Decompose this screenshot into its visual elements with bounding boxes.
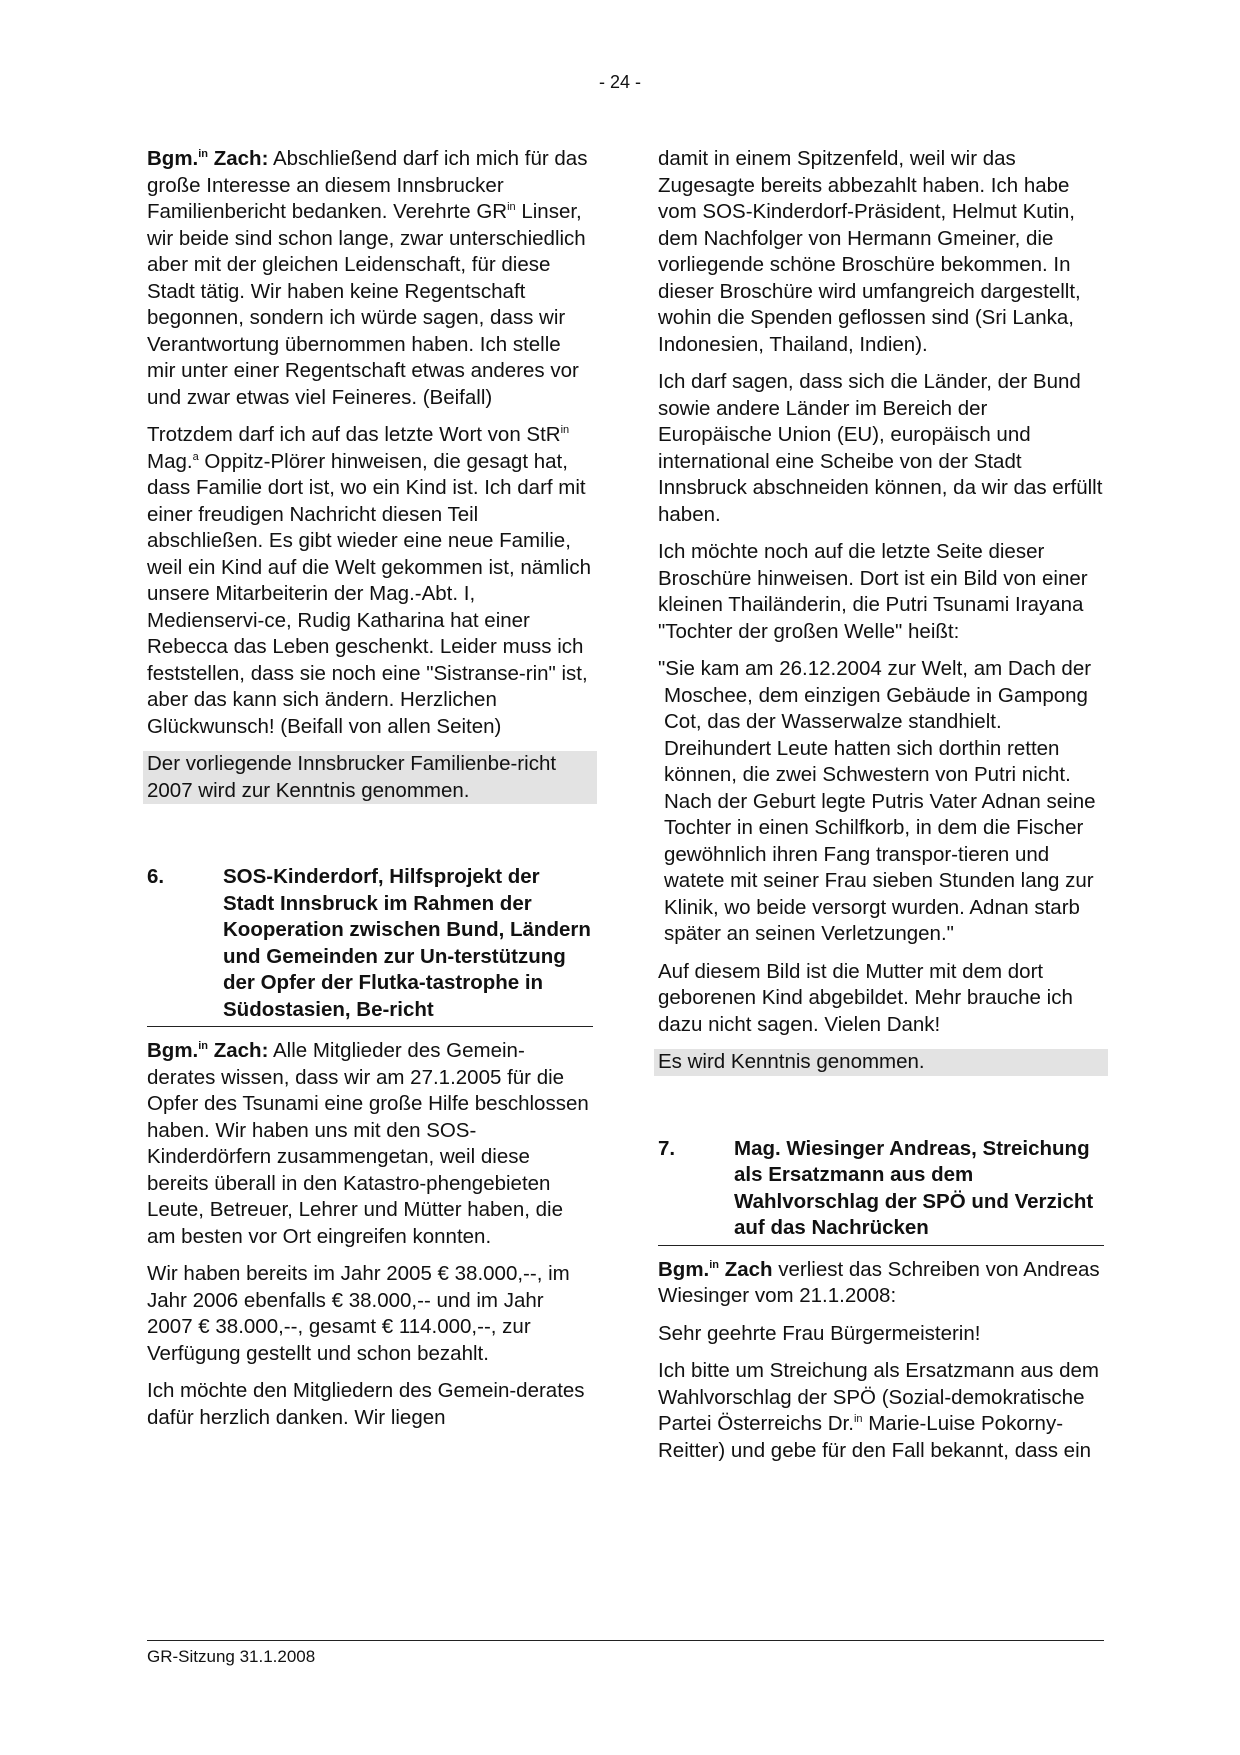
footer-divider [147,1640,1104,1641]
decision-box: Der vorliegende Innsbrucker Familienbe-richt 2007 wird zur Kenntnis genommen. [143,751,597,804]
agenda-number: 6. [147,865,165,888]
footer-session-date: GR-Sitzung 31.1.2008 [147,1647,316,1666]
agenda-title: SOS-Kinderdorf, Hilfsprojekt der Stadt Innsbruck im Rahmen der Kooperation zwischen Bund, Ländern und Gemeinden zur Un-terstützung der Opfer der Flutka-tastrophe in Südostasien, Be-richt [223,865,591,1021]
agenda-number: 7. [658,1136,676,1160]
decision-box: Es wird Kenntnis genommen. [654,1049,1108,1076]
letter-salutation: Sehr geehrte Frau Bürgermeisterin! [658,1321,981,1345]
paragraph-birth-announcement: Trotzdem darf ich auf das letzte Wort von StR$^{in}$ Mag.$^a$ Oppitz-Plörer hinweisen, die gesagt hat, dass Familie dort ist, wo ein Kind ist. Ich darf mit einer freudigen Nachricht diesen Teil abschließen. Es gibt wieder eine neue Familie, weil ein Kind auf die Welt gekommen ist, nämlich unsere Mitarbeiterin der Mag.-Abt. I, Medienservi-ce, Rudig Katharina hat einer Rebecca das Leben geschenkt. Leider muss ich feststellen, dass sie noch eine "Sistranse-rin" ist, aber das kann sich ändern. Herzlichen Glückwunsch! (Beifall von allen Seiten) [147,423,591,738]
agenda-item-7 [658,1136,1104,1246]
right-column [658,146,1104,1475]
paragraph-sos-intro: Bgm.$^{in}$ Zach: Alle Mitglieder des Gemein-derates wissen, dass wir am 27.1.2005 für die Opfer des Tsunami eine große Hilfe beschlossen haben. Wir haben uns mit den SOS-Kinderdörfern zusammengetan, weil diese bereits überall in den Katastro-phengebieten Leute, Betreuer, Lehrer und Mütter haben, die am besten vor Ort eingreifen konnten. [147,1039,589,1248]
speaker-label: Bgm.$^{in}$ Zach [658,1257,773,1281]
paragraph-brochure: damit in einem Spitzenfeld, weil wir das Zugesagte bereits abbezahlt haben. Ich habe vom SOS-Kinderdorf-Präsident, Helmut Kutin, dem Nachfolger von Hermann Gmeiner, die vorliegende schöne Broschüre bekommen. In dieser Broschüre wird umfangreich dargestellt, wohin die Spenden geflossen sind (Sri Lanka, Indonesien, Thailand, Indien). [658,147,1081,356]
paragraph-donations: Wir haben bereits im Jahr 2005 € 38.000,--, im Jahr 2006 ebenfalls € 38.000,-- und im Jahr 2007 € 38.000,--, gesamt € 114.000,--, zur Verfügung gestellt und schon bezahlt. [147,1262,570,1365]
paragraph-countries: Ich darf sagen, dass sich die Länder, der Bund sowie andere Länder im Bereich der Europäische Union (EU), europäisch und international eine Scheibe von der Stadt Innsbruck abschneiden können, da wir das erfüllt haben. [658,370,1103,526]
paragraph-last-page: Ich möchte noch auf die letzte Seite dieser Broschüre hinweisen. Dort ist ein Bild von einer kleinen Thailänderin, die Putri Tsunami Irayana "Tochter der großen Welle" heißt: [658,540,1088,643]
quote-block: "Sie kam am 26.12.2004 zur Welt, am Dach der Moschee, dem einzigen Gebäude in Gampong Cot, das der Wasserwalze standhielt. Dreihundert Leute hatten sich dorthin retten können, die zwei Schwestern von Putri nicht. Nach der Geburt legte Putris Vater Adnan seine Tochter in einen Schilfkorb, in dem die Fischer gewöhnlich ihren Fang transpor-tieren und watete mit seiner Frau sieben Stunden lang zur Klinik, wo beide versorgt wurden. Adnan starb später an seinen Verletzungen." [658,657,1096,945]
paragraph-thanks: Ich möchte den Mitgliedern des Gemein-derates dafür herzlich danken. Wir liegen [147,1379,585,1429]
speaker-label: Bgm.$^{in}$ Zach: [147,1039,269,1062]
page-number: - 24 - [598,72,641,92]
speaker-label: Bgm.$^{in}$ Zach: [147,147,269,170]
agenda-title: Mag. Wiesinger Andreas, Streichung als Ersatzmann aus dem Wahlvorschlag der SPÖ und Verzicht auf das Nachrücken [734,1136,1094,1239]
paragraph-closing-remarks: Bgm.$^{in}$ Zach: Abschließend darf ich mich für das große Interesse an diesem Innsbrucker Familienbericht bedanken. Verehrte $GR^{in}$ Linser, wir beide sind schon lange, zwar unterschiedlich aber mit der gleichen Leidenschaft, für diese Stadt tätig. Wir haben keine Regentschaft begonnen, sondern ich würde sagen, dass wir Verantwortung übernommen haben. Ich stelle mir unter einer Regentschaft etwas anderes vor und zwar etwas viel Feineres. (Beifall) [147,147,588,409]
letter-body: Ich bitte um Streichung als Ersatzmann aus dem Wahlvorschlag der SPÖ (Sozial-demokratische Partei Österreichs Dr.$^{in}$ Marie-Luise Pokorny-Reitter) und gebe für den Fall bekannt, dass ein [658,1359,1099,1462]
agenda-item-6 [147,864,593,1027]
left-column [147,146,593,1442]
paragraph-image: Auf diesem Bild ist die Mutter mit dem dort geborenen Kind abgebildet. Mehr brauche ich dazu nicht sagen. Vielen Dank! [658,959,1073,1036]
paragraph-letter-intro: Bgm.$^{in}$ Zach verliest das Schreiben von Andreas Wiesinger vom 21.1.2008: [658,1257,1100,1307]
